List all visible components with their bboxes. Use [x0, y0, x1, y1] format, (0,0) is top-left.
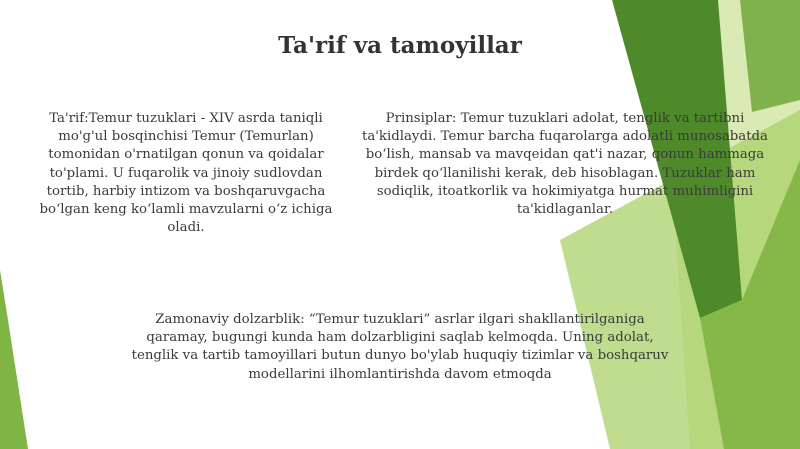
- left-edge-green-shape: [0, 270, 28, 449]
- principles-text: Prinsiplar: Temur tuzuklari adolat, tenglik va tartibni ta'kidlaydi. Temur barcha fuqarolarga adolatli munosabatda bo‘lish, mansab va mavqeidan qat'i nazar, qonun hammaga birdek qo‘llanilishi kerak, deb hisoblagan. Tuzuklar ham sodiqlik, itoatkorlik va hokimiyatga hurmat muhimligini ta'kidlaganlar.: [362, 111, 768, 218]
- definition-text: Ta'rif:Temur tuzuklari - XIV asrda taniqli mo'g'ul bosqinchisi Temur (Temurlan) tomonidan o'rnatilgan qonun va qoidalar to'plami. U fuqarolik va jinoiy sudlovdan tortib, harbiy intizom va boshqaruvgacha bo‘lgan keng ko‘lamli mavzularni o‘z ichiga oladi.: [39, 111, 333, 236]
- slide-title: Ta'rif va tamoyillar: [278, 32, 522, 59]
- modern-relevance-text: Zamonaviy dolzarblik: “Temur tuzuklari” asrlar ilgari shakllantirilganiga qaramay, bugungi kunda ham dolzarbligini saqlab kelmoqda. Uning adolat, tenglik va tartib tamoyillari butun dunyo bo'ylab huquqiy tizimlar va boshqaruv modellarini ilhomlantirishda davom etmoqda: [131, 312, 669, 382]
